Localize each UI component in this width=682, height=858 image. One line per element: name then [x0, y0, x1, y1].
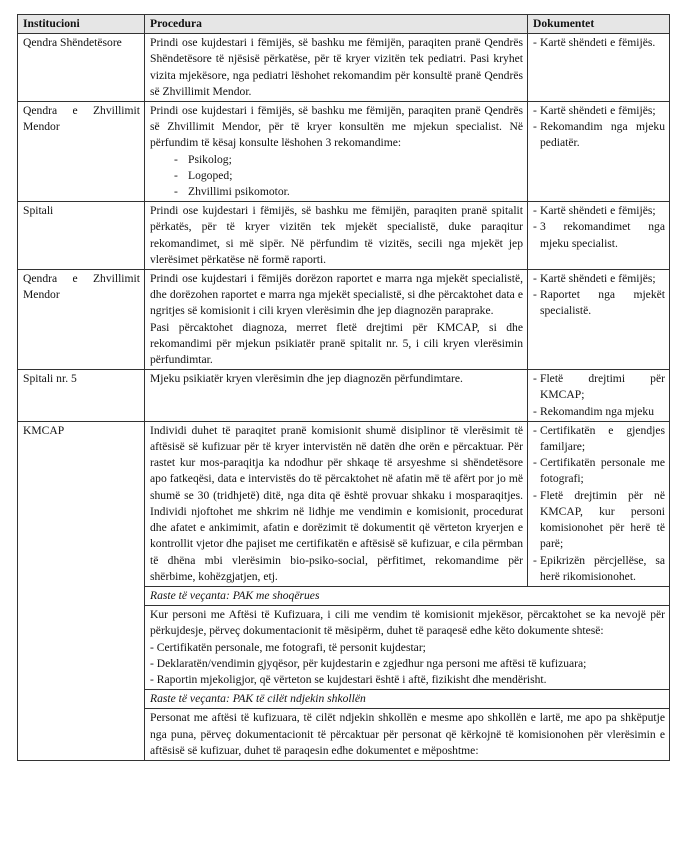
header-procedure: Procedura — [145, 15, 528, 34]
documents-cell — [528, 202, 670, 270]
procedure-cell — [145, 270, 528, 370]
special-case-body — [145, 606, 670, 690]
documents-cell — [528, 34, 670, 102]
document-item: - Fletë drejtimi për KMCAP; — [533, 371, 665, 403]
documents-cell — [528, 370, 670, 422]
documents-cell — [528, 421, 670, 586]
document-page — [17, 14, 669, 761]
procedure-cell: Mjeku psikiatër kryen vlerësimin dhe jep diagnozën përfundimtare. — [145, 370, 528, 422]
procedure-table — [17, 14, 670, 761]
institution-cell: Qendra e Zhvillimit Mendor — [18, 102, 145, 202]
list-item: - Raportin mjekoligjor, që vërteton se kujdestari është i aftë, fizikisht dhe mendërisht. — [150, 672, 547, 686]
document-item: - Kartë shëndeti e fëmijës; — [533, 103, 665, 119]
list-item: - Certifikatën personale, me fotografi, të personit kujdestar; — [150, 640, 426, 654]
institution-cell: Spitali — [18, 202, 145, 270]
document-item: - Certifikatën e gjendjes familjare; — [533, 423, 665, 455]
table-row — [18, 370, 670, 422]
document-item: - Certifikatën personale me fotografi; — [533, 455, 665, 487]
header-documents: Dokumentet — [528, 15, 670, 34]
document-item: - Kartë shëndeti e fëmijës; — [533, 271, 665, 287]
document-item: - Raportet nga mjekët specialistë. — [533, 287, 665, 319]
table-row — [18, 270, 670, 370]
procedure-text: Prindi ose kujdestari i fëmijës, së bashku me fëmijën, paraqiten pranë Qendrës së Zhvillimit Mendor, për të kryer konsultën me mjekun specialist. Në përfundim të kësaj konsulte lëshohen 3 rekomandime: — [150, 104, 523, 150]
document-item: - Fletë drejtimin për në KMCAP, kur personi komisionohet për herë të parë; — [533, 488, 665, 553]
special-case-title: Raste të veçanta: PAK të cilët ndjekin shkollën — [145, 690, 670, 709]
institution-cell: Qendra Shëndetësore — [18, 34, 145, 102]
special-case-intro: Kur personi me Aftësi të Kufizuara, i cili me vendim të komisionit mjekësor, përcaktohet se ka nevojë për përkujdesje, përveç dokumentacionit të mësipërm, duhet të paraqesë edhe këto dokumente shtesë: — [150, 608, 665, 638]
document-item: - Epikrizën përcjellëse, sa herë rikomisionohet. — [533, 553, 665, 585]
table-row — [18, 421, 670, 586]
institution-cell: Qendra e Zhvillimit Mendor — [18, 270, 145, 370]
list-item: - Deklaratën/vendimin gjyqësor, për kujdestarin e zgjedhur nga personi me aftësi të kufizuara; — [150, 656, 587, 670]
table-row — [18, 34, 670, 102]
table-row — [18, 102, 670, 202]
document-item: - 3 rekomandimet nga mjeku specialist. — [533, 219, 665, 251]
list-item: - Zhvillimi psikomotor. — [174, 184, 523, 200]
document-item: - Rekomandim nga mjeku pediatër. — [533, 119, 665, 151]
recommendation-list — [150, 152, 523, 201]
procedure-text: Prindi ose kujdestari i fëmijës dorëzon raportet e marra nga mjekët specialistë, dhe dorëzohen raportet e marra nga mjekët specialistë, si dhe përcaktohet data e ngritjes së komisionit i cili kryen vlerësimin dhe jep diagnozën paraprake. — [150, 272, 523, 318]
document-item: - Kartë shëndeti e fëmijës. — [533, 35, 665, 51]
table-header-row — [18, 15, 670, 34]
special-case-intro: Personat me aftësi të kufizuara, të cilët ndjekin shkollën e mesme apo shkollën e lartë, me apo pa shkëputje nga puna, përveç dokumentacionit të përcaktuar për personat që kërkojnë të komisionohen për vlerësimin e aftësisë së kufizuar, duhet të paraqesin edhe dokumentet e mëposhtme: — [145, 709, 670, 761]
procedure-cell: Individi duhet të paraqitet pranë komisionit shumë disiplinor të vlerësimit të aftësisë së kufizuar për të kryer intervistën në datën dhe orën e përcaktuar. Për rastet kur mos-paraqitja ka ndodhur për shkaqe të arsyeshme si shëndetësore apo fatkeqësi, data e intervistës do të përcaktohet në afatin më të afërt por jo më shumë se 30 (tridhjetë) ditë, nga dita që është provuar shkaku i mosparaqitjes. Individi njoftohet me shkrim në lidhje me vendimin e komisionit, procedurat dhe afatet e ankimimit, afatin e dorëzimit të dokumentit që vërteton kryerjen e kontrollit vjetor dhe pajiset me certifikatën e aftësisë së kufizuar, e cila përmban të dhëna mbi vlerësimin bio-psiko-social, përfitimet, rekomandime për shërbime, kohëzgjatjen, etj. — [145, 421, 528, 586]
institution-cell: KMCAP — [18, 421, 145, 760]
procedure-cell: Prindi ose kujdestari i fëmijës, së bashku me fëmijën, paraqiten pranë Qendrës Shëndetësore të njësisë përkatëse, për të kryer vizitën tek pediatri. Pasi kryhet vizita mjekësore, nga pediatri lëshohet rekomandim për konsultë pranë Qendrës së Zhvillimit Mendor. — [145, 34, 528, 102]
procedure-text: Pasi përcaktohet diagnoza, merret fletë drejtimi për KMCAP, si dhe rekomandimi për mjekun psikiatër pranë spitalit nr. 5, i cili kryen vlerësimin përfundimtar. — [150, 320, 523, 367]
table-row — [18, 202, 670, 270]
list-item: - Psikolog; — [174, 152, 523, 168]
procedure-cell: Prindi ose kujdestari i fëmijës, së bashku me fëmijën, paraqiten pranë spitalit përkatës, për të kryer vizitën tek mjekët specialistë, duke paraqitur rekomandimet, si më sipër. Në përfundim të vizitës, secili nga mjekët jep vlerësimet përkatëse në formë raporti. — [145, 202, 528, 270]
documents-cell — [528, 270, 670, 370]
documents-cell — [528, 102, 670, 202]
document-item: - Kartë shëndeti e fëmijës; — [533, 203, 665, 219]
institution-cell: Spitali nr. 5 — [18, 370, 145, 422]
list-item: - Logoped; — [174, 168, 523, 184]
header-institution: Institucioni — [18, 15, 145, 34]
procedure-cell — [145, 102, 528, 202]
document-item: - Rekomandim nga mjeku — [533, 404, 665, 420]
special-case-title: Raste të veçanta: PAK me shoqërues — [145, 586, 670, 605]
